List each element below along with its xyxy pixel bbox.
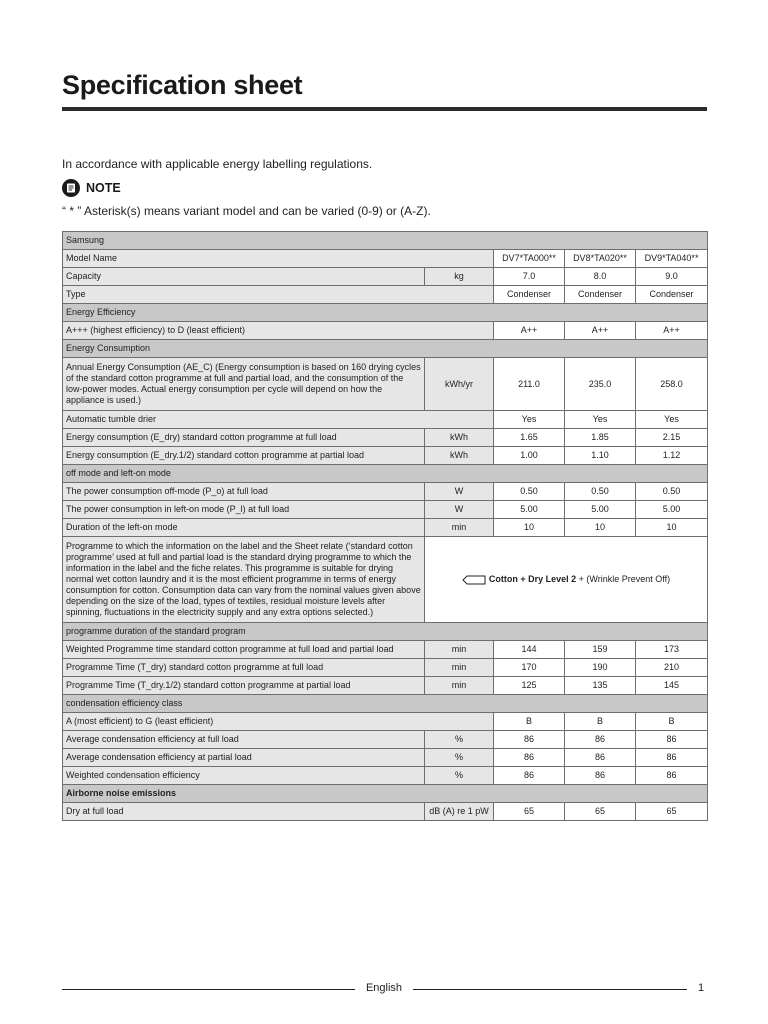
value-cell: 86 <box>636 767 708 785</box>
intro-text: In accordance with applicable energy labelling regulations. <box>62 157 373 171</box>
value-cell: 86 <box>636 731 708 749</box>
section-noise <box>63 785 708 803</box>
footer-rule <box>413 989 687 990</box>
value-cell: 170 <box>494 659 565 677</box>
value-cell: B <box>565 713 636 731</box>
table-row <box>63 483 708 501</box>
section-header: programme duration of the standard program <box>63 623 708 641</box>
table-row <box>63 713 708 731</box>
unit-cell: kWh/yr <box>425 358 494 411</box>
table-row <box>63 447 708 465</box>
value-cell: 145 <box>636 677 708 695</box>
value-cell: 86 <box>494 731 565 749</box>
value-cell: 86 <box>565 731 636 749</box>
table-row <box>63 731 708 749</box>
unit-cell: % <box>425 749 494 767</box>
unit-cell: min <box>425 519 494 537</box>
unit-cell: W <box>425 501 494 519</box>
value-cell: 1.12 <box>636 447 708 465</box>
footer-language: English <box>365 982 403 994</box>
unit-cell: % <box>425 767 494 785</box>
value-cell: 10 <box>636 519 708 537</box>
value-cell: Yes <box>636 411 708 429</box>
row-label: Average condensation efficiency at full load <box>63 731 425 749</box>
value-cell: 173 <box>636 641 708 659</box>
value-cell: Condenser <box>565 286 636 304</box>
row-label: Dry at full load <box>63 803 425 821</box>
programme-options: + (Wrinkle Prevent Off) <box>576 574 671 584</box>
table-row <box>63 519 708 537</box>
table-row <box>63 250 708 268</box>
value-cell: B <box>636 713 708 731</box>
row-label: Automatic tumble drier <box>63 411 494 429</box>
value-cell: 10 <box>565 519 636 537</box>
table-row <box>63 537 708 623</box>
table-row <box>63 641 708 659</box>
table-row <box>63 767 708 785</box>
section-header: condensation efficiency class <box>63 695 708 713</box>
value-cell: A++ <box>494 322 565 340</box>
table-row <box>63 677 708 695</box>
unit-cell: min <box>425 677 494 695</box>
value-cell: 86 <box>494 749 565 767</box>
table-row <box>63 429 708 447</box>
value-cell: Condenser <box>636 286 708 304</box>
table-row <box>63 501 708 519</box>
table-row <box>63 749 708 767</box>
model-name-cell: DV7*TA000** <box>494 250 565 268</box>
row-label: Annual Energy Consumption (AE_C) (Energy consumption is based on 160 drying cycles of the standard cotton programme at full and partial load, and the consumption of the low-power modes. Actual energy consumption per cycle will depend on how the appliance is used.) <box>63 358 425 411</box>
table-row <box>63 803 708 821</box>
value-cell: 5.00 <box>636 501 708 519</box>
table-row <box>63 358 708 411</box>
value-cell: A++ <box>636 322 708 340</box>
table-row <box>63 322 708 340</box>
value-cell: 65 <box>494 803 565 821</box>
title-rule <box>62 107 707 111</box>
row-label: Energy consumption (E_dry.1/2) standard cotton programme at partial load <box>63 447 425 465</box>
page-number: 1 <box>698 982 705 994</box>
value-cell: 5.00 <box>565 501 636 519</box>
value-cell: 86 <box>565 767 636 785</box>
unit-cell: % <box>425 731 494 749</box>
model-name-cell: DV9*TA040** <box>636 250 708 268</box>
value-cell: 65 <box>565 803 636 821</box>
note-label: NOTE <box>86 181 121 195</box>
row-label: Programme to which the information on the label and the Sheet relate (‘standard cotton programme’ used at full and partial load is the standard drying programme to which the information in the label and the fiche relates. This programme is suitable for drying normal wet cotton laundry and it is the most efficient programme in terms of energy consumption for cotton. Consumption data can vary from the nominal values given above depending on the size of the load, types of textiles, residual moisture levels after spinning, fluctuations in the electricity supply and any extra options selected.) <box>63 537 425 623</box>
value-cell: 1.10 <box>565 447 636 465</box>
value-cell: 86 <box>565 749 636 767</box>
table-row <box>63 286 708 304</box>
row-label: Programme Time (T_dry.1/2) standard cotton programme at partial load <box>63 677 425 695</box>
programme-name: Cotton + Dry Level 2 <box>488 574 577 584</box>
unit-cell: min <box>425 641 494 659</box>
note-icon <box>62 179 80 197</box>
value-cell: 9.0 <box>636 268 708 286</box>
row-label: Weighted Programme time standard cotton programme at full load and partial load <box>63 641 425 659</box>
value-cell: 1.85 <box>565 429 636 447</box>
row-label: Programme Time (T_dry) standard cotton programme at full load <box>63 659 425 677</box>
row-label: Energy consumption (E_dry) standard cotton programme at full load <box>63 429 425 447</box>
row-label: Type <box>63 286 494 304</box>
brand-header: Samsung <box>63 232 708 250</box>
value-cell: 211.0 <box>494 358 565 411</box>
value-cell: 0.50 <box>636 483 708 501</box>
value-cell: 135 <box>565 677 636 695</box>
footer-rule <box>62 989 355 990</box>
value-cell: Condenser <box>494 286 565 304</box>
value-cell: 159 <box>565 641 636 659</box>
row-label: The power consumption off-mode (P_o) at full load <box>63 483 425 501</box>
value-cell: 86 <box>494 767 565 785</box>
section-header: Airborne noise emissions <box>63 785 708 803</box>
value-cell: 125 <box>494 677 565 695</box>
value-cell: 86 <box>636 749 708 767</box>
page-title: Specification sheet <box>62 70 303 100</box>
value-cell: 144 <box>494 641 565 659</box>
row-label: A+++ (highest efficiency) to D (least efficient) <box>63 322 494 340</box>
section-header: Energy Efficiency <box>63 304 708 322</box>
value-cell: Yes <box>565 411 636 429</box>
table-row <box>63 268 708 286</box>
specification-table <box>62 231 708 821</box>
value-cell: Yes <box>494 411 565 429</box>
table-row <box>63 659 708 677</box>
value-cell: A++ <box>565 322 636 340</box>
model-name-cell: DV8*TA020** <box>565 250 636 268</box>
shirt-icon <box>462 575 486 585</box>
unit-cell: min <box>425 659 494 677</box>
value-cell: B <box>494 713 565 731</box>
row-label: A (most efficient) to G (least efficient) <box>63 713 494 731</box>
row-label: Weighted condensation efficiency <box>63 767 425 785</box>
row-label: Average condensation efficiency at partial load <box>63 749 425 767</box>
note-text: “ * ” Asterisk(s) means variant model and can be varied (0-9) or (A-Z). <box>62 204 431 218</box>
value-cell: 210 <box>636 659 708 677</box>
value-cell: 10 <box>494 519 565 537</box>
section-condensation <box>63 695 708 713</box>
section-brand <box>63 232 708 250</box>
value-cell: 65 <box>636 803 708 821</box>
value-cell: 1.00 <box>494 447 565 465</box>
note-heading <box>62 178 121 198</box>
section-header: off mode and left-on mode <box>63 465 708 483</box>
row-label: Duration of the left-on mode <box>63 519 425 537</box>
programme-cell <box>425 537 708 623</box>
value-cell: 1.65 <box>494 429 565 447</box>
section-programme-duration <box>63 623 708 641</box>
value-cell: 190 <box>565 659 636 677</box>
section-off-mode <box>63 465 708 483</box>
row-label: Model Name <box>63 250 494 268</box>
unit-cell: kWh <box>425 429 494 447</box>
section-energy-consumption <box>63 340 708 358</box>
unit-cell: W <box>425 483 494 501</box>
value-cell: 258.0 <box>636 358 708 411</box>
section-energy-efficiency <box>63 304 708 322</box>
section-header: Energy Consumption <box>63 340 708 358</box>
value-cell: 8.0 <box>565 268 636 286</box>
unit-cell: kg <box>425 268 494 286</box>
value-cell: 235.0 <box>565 358 636 411</box>
row-label: The power consumption in left-on mode (P_l) at full load <box>63 501 425 519</box>
table-row <box>63 411 708 429</box>
row-label: Capacity <box>63 268 425 286</box>
unit-cell: dB (A) re 1 pW <box>425 803 494 821</box>
value-cell: 2.15 <box>636 429 708 447</box>
unit-cell: kWh <box>425 447 494 465</box>
value-cell: 5.00 <box>494 501 565 519</box>
value-cell: 0.50 <box>494 483 565 501</box>
value-cell: 7.0 <box>494 268 565 286</box>
value-cell: 0.50 <box>565 483 636 501</box>
